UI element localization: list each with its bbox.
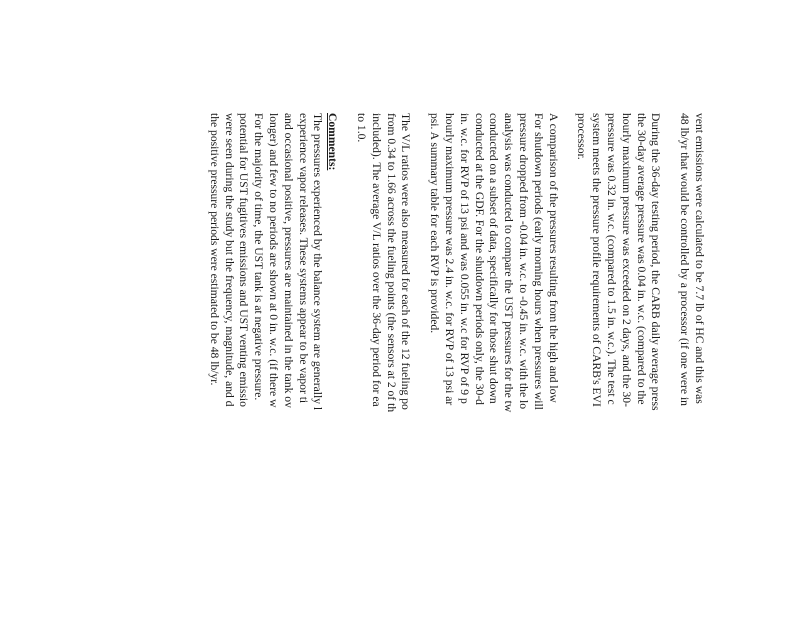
text-line: psi. A summary table for each RVP is provided. bbox=[428, 113, 442, 334]
text-line: processor. bbox=[575, 113, 589, 160]
text-line: from 0.34 to 1.66 across the fueling points (the sensors at 2 of th bbox=[384, 113, 398, 413]
text-line: For the majority of time, the UST tank is at negative pressure. bbox=[252, 113, 266, 401]
text-line: to 1.0. bbox=[355, 113, 369, 143]
text-line: potential for UST fugitives emissions and UST venting emissio bbox=[237, 113, 251, 407]
text-line: conducted at the GDF. For the shutdown periods only, the 30-d bbox=[472, 113, 486, 405]
text-line: hourly maximum pressure was 2.4 in. w.c. for RVP of 13 psi ar bbox=[443, 113, 457, 406]
text-line: For shutdown periods (early morning hours when pressures will bbox=[531, 113, 545, 410]
text-line: The V/L ratios were also measured for each of the 12 fueling po bbox=[399, 113, 413, 410]
text-line: the 30-day average pressure was 0.04 in. w.c. (compared to the bbox=[634, 113, 648, 405]
text-line: vent emissions were calculated to be 7.7 lb of HC and this was bbox=[693, 113, 706, 404]
text-line: 48 lb/yr that would be controlled by a processor (if one were in bbox=[678, 113, 692, 406]
text-line: hourly maximum pressure was exceeded on 2 days, and the 30- bbox=[619, 113, 633, 407]
text-line: pressure was 0.32 in. w.c. (compared to 1.5 in. w.c.). The test c bbox=[605, 113, 619, 405]
text-line: longer) and few to no periods are shown at 0 in. w.c. (if there w bbox=[267, 113, 281, 408]
text-line: in. w.c. for RVP of 13 psi and was 0.055 in. w.c for RVP of 9 p bbox=[457, 113, 471, 404]
text-line: and occasional positive, pressures are maintained in the tank ov bbox=[281, 113, 295, 408]
text-line: analysis was conducted to compare the UST pressures for the tw bbox=[502, 113, 516, 413]
text-line: The pressures experienced by the balance system are generally l bbox=[311, 113, 325, 411]
paragraph-pressure-comparison bbox=[426, 113, 559, 613]
comments-heading: Comments: bbox=[326, 113, 340, 171]
text-line: During the 36-day testing period, the CARB daily average press bbox=[649, 113, 663, 411]
text-line: included). The average V/L ratios over the 36-day period for ea bbox=[369, 113, 383, 407]
paragraph-vl-ratios bbox=[353, 113, 412, 613]
text-line: experience vapor releases. These systems appear to be vapor ti bbox=[296, 113, 310, 404]
paragraph-comments bbox=[206, 113, 339, 613]
text-line: conducted on a subset of data, specifically for those shut down bbox=[487, 113, 501, 404]
text-line: the positive pressure periods were estimated to be 48 lb/yr. bbox=[207, 113, 221, 386]
text-line: system meets the pressure profile requirements of CARB's EVI bbox=[590, 113, 604, 407]
text-line: were seen during the study but the frequency, magnitude, and d bbox=[222, 113, 236, 407]
rotated-text-block bbox=[192, 113, 706, 613]
text-line: A comparison of the pressures resulting from the high and low bbox=[546, 113, 560, 403]
text-line: pressure dropped from -0.04 in. w.c. to -0.45 in. w.c. with the lo bbox=[517, 113, 531, 410]
paragraph-vent-emissions bbox=[676, 113, 706, 613]
paragraph-testing-period bbox=[574, 113, 663, 613]
